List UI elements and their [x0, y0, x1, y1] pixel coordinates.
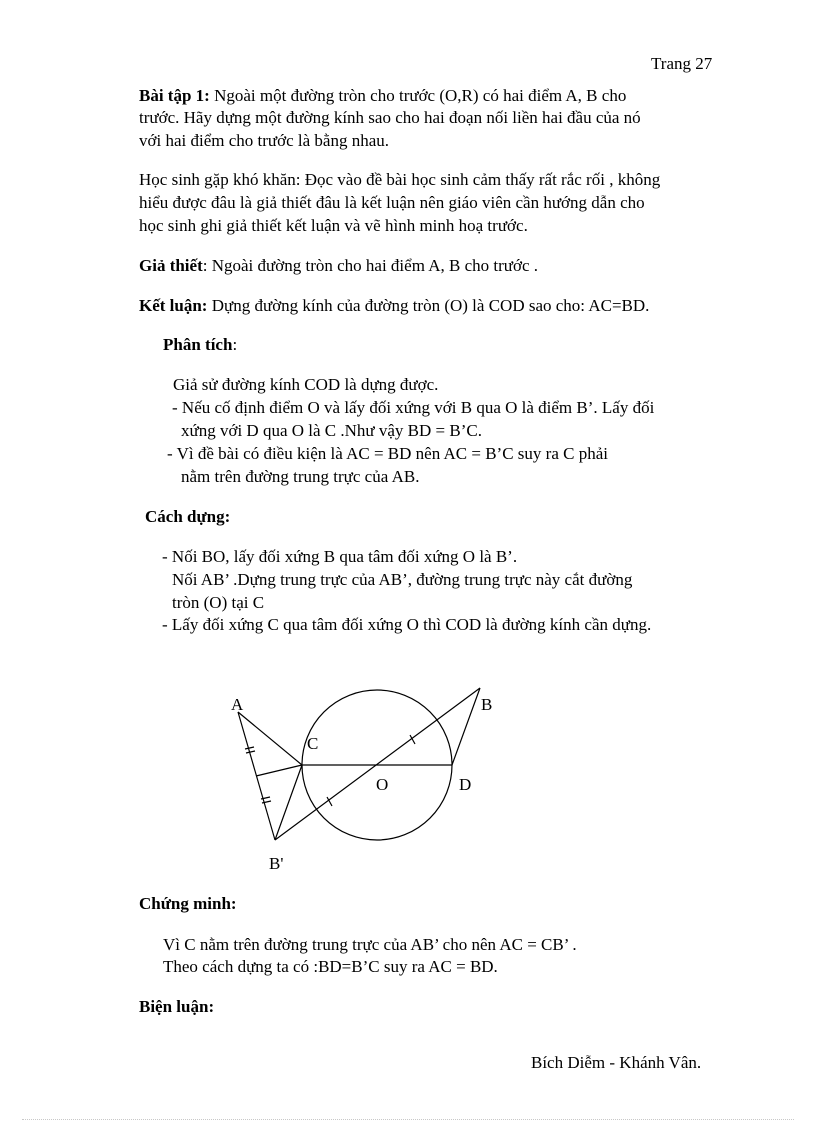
analysis-line-3: xứng với D qua O là C .Như vậy BD = B’C.	[181, 421, 482, 440]
footer-authors: Bích Diễm - Khánh Vân.	[531, 1053, 702, 1072]
segment-ac	[238, 712, 302, 765]
conclusion-text: Dựng đường kính của đường tròn (O) là COD sao cho: AC=BD.	[207, 296, 650, 315]
construction-line-4: - Lấy đối xứng C qua tâm đối xứng O thì COD là đường kính cần dựng.	[162, 615, 652, 634]
hypothesis-text: : Ngoài đường tròn cho hai điểm A, B cho trước .	[202, 256, 539, 275]
proof-heading: Chứng minh:	[139, 894, 237, 913]
construction-line-3: tròn (O) tại C	[172, 593, 265, 612]
hypothesis-label: Giả thiết	[139, 256, 203, 275]
difficulty-line-2: hiểu được đâu là giả thiết đâu là kết luận nên giáo viên cần hướng dẫn cho	[139, 193, 645, 212]
analysis-line-1: Giả sử đường kính COD là dựng được.	[173, 375, 439, 394]
discussion-heading: Biện luận:	[139, 997, 215, 1016]
analysis-line-4: - Vì đề bài có điều kiện là AC = BD nên AC = B’C suy ra C phải	[167, 444, 608, 463]
exercise-title: Bài tập 1:	[139, 86, 210, 105]
difficulty-line-3: học sinh ghi giả thiết kết luận và vẽ hình minh hoạ trước.	[139, 216, 528, 235]
difficulty-line-1: Học sinh gặp khó khăn: Đọc vào đề bài học sinh cảm thấy rất rắc rối , không	[139, 170, 661, 189]
proof-line-1: Vì C nằm trên đường trung trực của AB’ cho nên AC = CB’ .	[163, 935, 577, 954]
label-o: O	[376, 775, 389, 794]
construction-line-1: - Nối BO, lấy đối xứng B qua tâm đối xứng O là B’.	[162, 547, 518, 566]
page-bottom-divider	[22, 1119, 794, 1120]
conclusion-label: Kết luận:	[139, 296, 208, 315]
analysis-heading: Phân tích:	[163, 335, 238, 354]
label-b: B	[481, 695, 493, 714]
label-b-prime: B'	[269, 854, 284, 873]
analysis-line-2: - Nếu cố định điểm O và lấy đối xứng với B qua O là điểm B’. Lấy đối	[172, 398, 655, 417]
tick-mark	[246, 751, 255, 753]
label-a: A	[231, 695, 244, 714]
proof-line-2: Theo cách dựng ta có :BD=B’C suy ra AC = BD.	[163, 957, 498, 976]
page-number: Trang 27	[651, 54, 713, 73]
perpendicular-bisector	[256, 765, 302, 776]
tick-mark	[245, 747, 254, 749]
exercise-line-3: với hai điểm cho trước là bằng nhau.	[139, 131, 390, 150]
construction-heading: Cách dựng:	[145, 507, 231, 526]
segment-bd	[452, 688, 480, 765]
exercise-line-2: trước. Hãy dựng một đường kính sao cho hai đoạn nối liền hai đầu của nó	[139, 108, 641, 127]
exercise-text-1: Ngoài một đường tròn cho trước (O,R) có hai điểm A, B cho	[209, 86, 627, 105]
segment-bpc	[275, 765, 302, 840]
label-d: D	[459, 775, 472, 794]
construction-line-2: Nối AB’ .Dựng trung trực của AB’, đường trung trực này cắt đường	[172, 570, 633, 589]
segment-bpb	[275, 688, 480, 840]
analysis-line-5: nằm trên đường trung trực của AB.	[181, 467, 420, 486]
label-c: C	[307, 734, 319, 753]
